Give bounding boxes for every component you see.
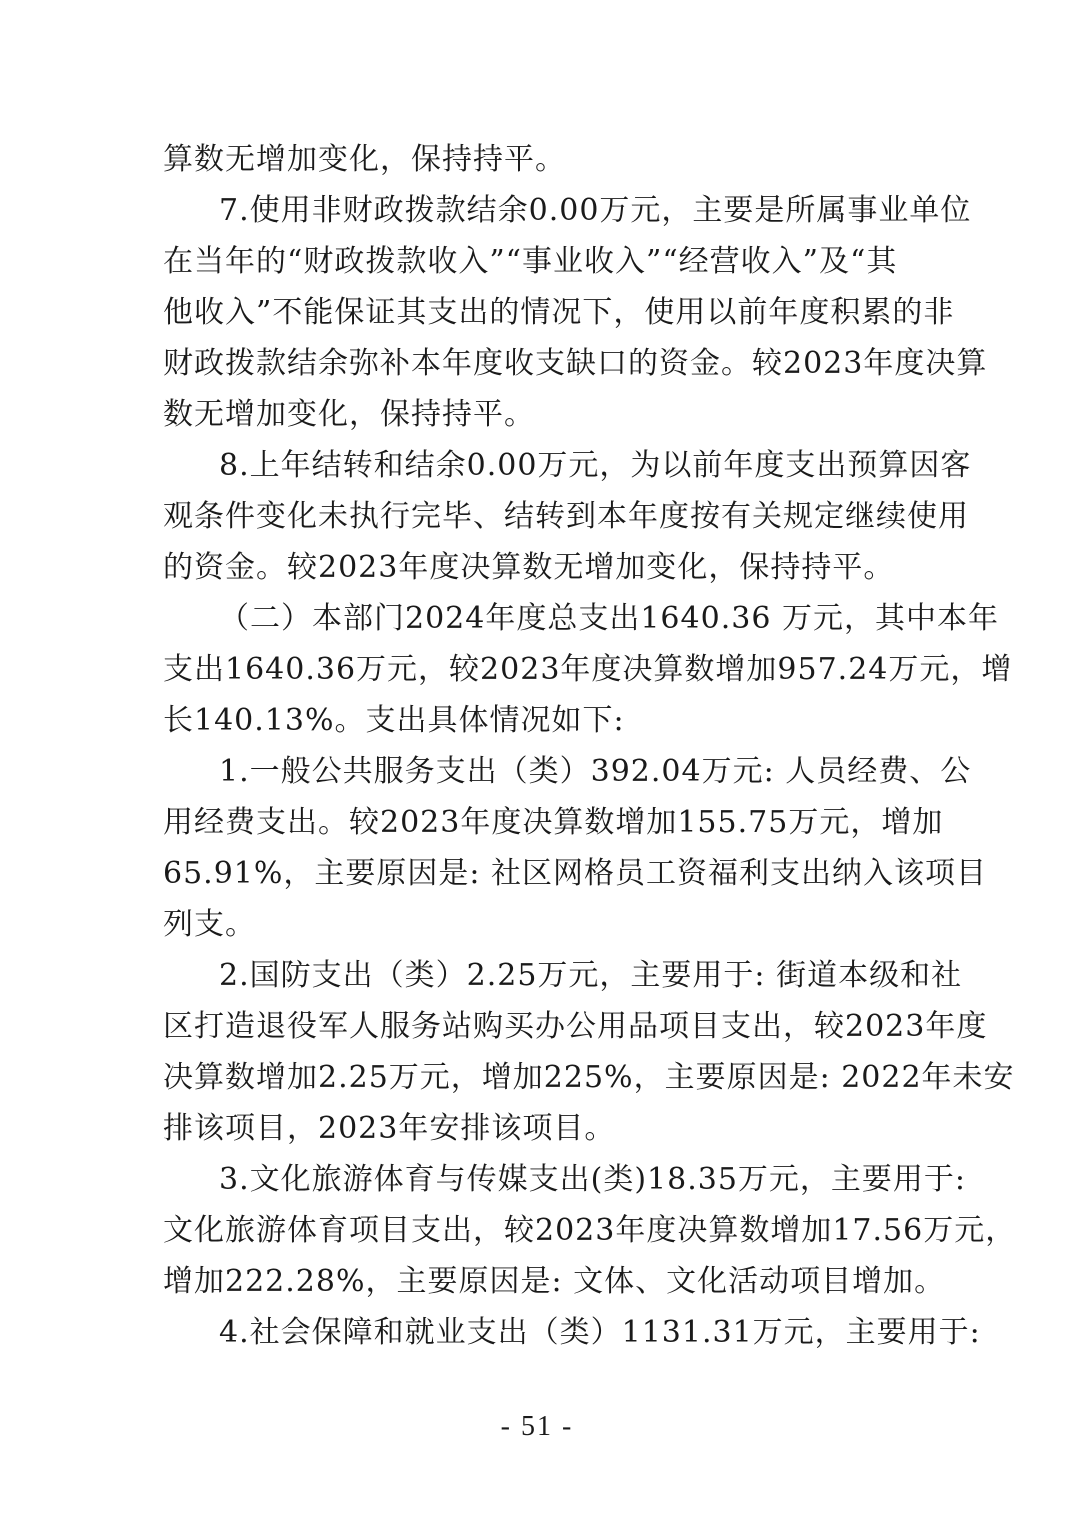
text-line-17: 2.国防支出（类）2.25万元，主要用于: 街道本级和社 xyxy=(219,958,963,993)
text-line-13: 1.一般公共服务支出（类）392.04万元: 人员经费、公 xyxy=(219,754,972,789)
text-line-2: 7.使用非财政拨款结余0.00万元，主要是所属事业单位 xyxy=(219,193,972,228)
text-line-9: 的资金。较2023年度决算数无增加变化，保持持平。 xyxy=(163,550,895,585)
text-line-3: 在当年的“财政拨款收入”“事业收入”“经营收入”及“其 xyxy=(163,244,898,279)
text-line-19: 决算数增加2.25万元，增加225%，主要原因是: 2022年未安 xyxy=(163,1060,1015,1095)
text-line-21: 3.文化旅游体育与传媒支出(类)18.35万元，主要用于: xyxy=(219,1162,967,1197)
text-line-1: 算数无增加变化，保持持平。 xyxy=(163,142,566,177)
text-line-10: （二）本部门2024年度总支出1640.36 万元，其中本年 xyxy=(219,601,999,636)
text-line-4: 他收入”不能保证其支出的情况下，使用以前年度积累的非 xyxy=(163,295,955,330)
text-line-22: 文化旅游体育项目支出，较2023年度决算数增加17.56万元， xyxy=(163,1213,1017,1248)
page-number: - 51 - xyxy=(500,1411,574,1442)
text-line-8: 观条件变化未执行完毕、结转到本年度按有关规定继续使用 xyxy=(163,499,969,534)
text-line-18: 区打造退役军人服务站购买办公用品项目支出，较2023年度 xyxy=(163,1009,988,1044)
text-line-6: 数无增加变化，保持持平。 xyxy=(163,397,535,432)
text-line-20: 排该项目，2023年安排该项目。 xyxy=(163,1111,616,1146)
text-line-15: 65.91%，主要原因是: 社区网格员工资福利支出纳入该项目 xyxy=(163,856,988,891)
text-line-11: 支出1640.36万元，较2023年度决算数增加957.24万元，增 xyxy=(163,652,1013,687)
text-line-12: 长140.13%。支出具体情况如下: xyxy=(163,703,625,738)
text-line-7: 8.上年结转和结余0.00万元，为以前年度支出预算因客 xyxy=(219,448,972,483)
text-line-24: 4.社会保障和就业支出（类）1131.31万元，主要用于: xyxy=(219,1315,981,1350)
text-line-5: 财政拨款结余弥补本年度收支缺口的资金。较2023年度决算 xyxy=(163,346,988,381)
text-line-14: 用经费支出。较2023年度决算数增加155.75万元，增加 xyxy=(163,805,944,840)
text-line-23: 增加222.28%，主要原因是: 文体、文化活动项目增加。 xyxy=(163,1264,946,1299)
text-line-16: 列支。 xyxy=(163,907,256,942)
